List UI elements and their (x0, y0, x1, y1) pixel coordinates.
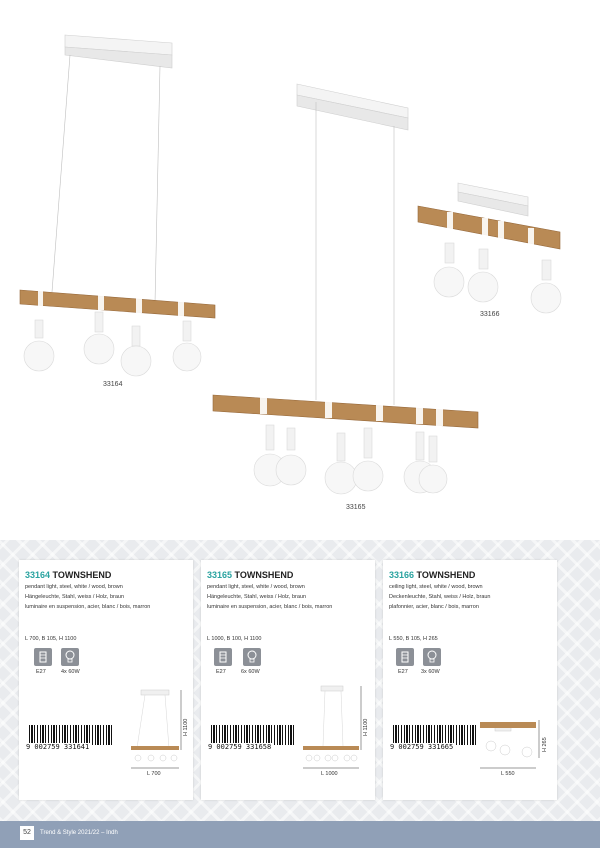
dimension-diagram (19, 560, 193, 800)
dimensions: L 550, B 105, H 265 (389, 636, 438, 642)
dimensions: L 1000, B 100, H 1100 (207, 636, 262, 642)
socket-label: E27 (36, 669, 46, 675)
wattage-label: 6x 60W (241, 669, 260, 675)
dimensions: L 700, B 105, H 1100 (25, 636, 77, 642)
height-label: H 1100 (363, 718, 369, 736)
product-name: TOWNSHEND (52, 570, 112, 580)
length-label: L 700 (147, 771, 161, 777)
photo-label-33166: 33166 (480, 311, 500, 318)
dimension-diagram (201, 560, 375, 800)
photo-label-33165: 33165 (346, 504, 366, 511)
barcode-number: 9 002759 331665 (390, 743, 454, 751)
product-name: TOWNSHEND (416, 570, 476, 580)
desc-en: ceiling light, steel, white / wood, brown (389, 584, 483, 590)
barcode-number: 9 002759 331658 (208, 743, 272, 751)
product-card-33164 (19, 560, 193, 800)
desc-de: Hängeleuchte, Stahl, weiss / Holz, braun (25, 594, 125, 600)
photo-label-33164: 33164 (103, 381, 123, 388)
dimension-diagram (383, 560, 557, 800)
desc-fr: plafonnier, acier, blanc / bois, marron (389, 604, 479, 610)
page-number: 52 (20, 826, 34, 840)
product-code: 33164 (25, 570, 51, 580)
product-name: TOWNSHEND (234, 570, 294, 580)
desc-en: pendant light, steel, white / wood, brown (207, 584, 305, 590)
product-card-33165 (201, 560, 375, 800)
desc-de: Hängeleuchte, Stahl, weiss / Holz, braun (207, 594, 307, 600)
length-label: L 550 (501, 771, 515, 777)
desc-de: Deckenleuchte, Stahl, weiss / Holz, braun (389, 594, 491, 600)
socket-label: E27 (398, 669, 408, 675)
barcode-number: 9 002759 331641 (26, 743, 90, 751)
product-code: 33165 (207, 570, 233, 580)
length-label: L 1000 (321, 771, 338, 777)
desc-fr: luminaire en suspension, acier, blanc / bois, marron (207, 604, 333, 610)
product-code: 33166 (389, 570, 415, 580)
footer-text: Trend & Style 2021/22 – Indh (40, 830, 118, 836)
wattage-label: 3x 60W (421, 669, 440, 675)
wattage-label: 4x 60W (61, 669, 80, 675)
socket-label: E27 (216, 669, 226, 675)
height-label: H 1100 (183, 718, 189, 736)
height-label: H 265 (542, 737, 548, 752)
desc-fr: luminaire en suspension, acier, blanc / bois, marron (25, 604, 151, 610)
desc-en: pendant light, steel, white / wood, brown (25, 584, 123, 590)
product-card-33166 (383, 560, 557, 800)
